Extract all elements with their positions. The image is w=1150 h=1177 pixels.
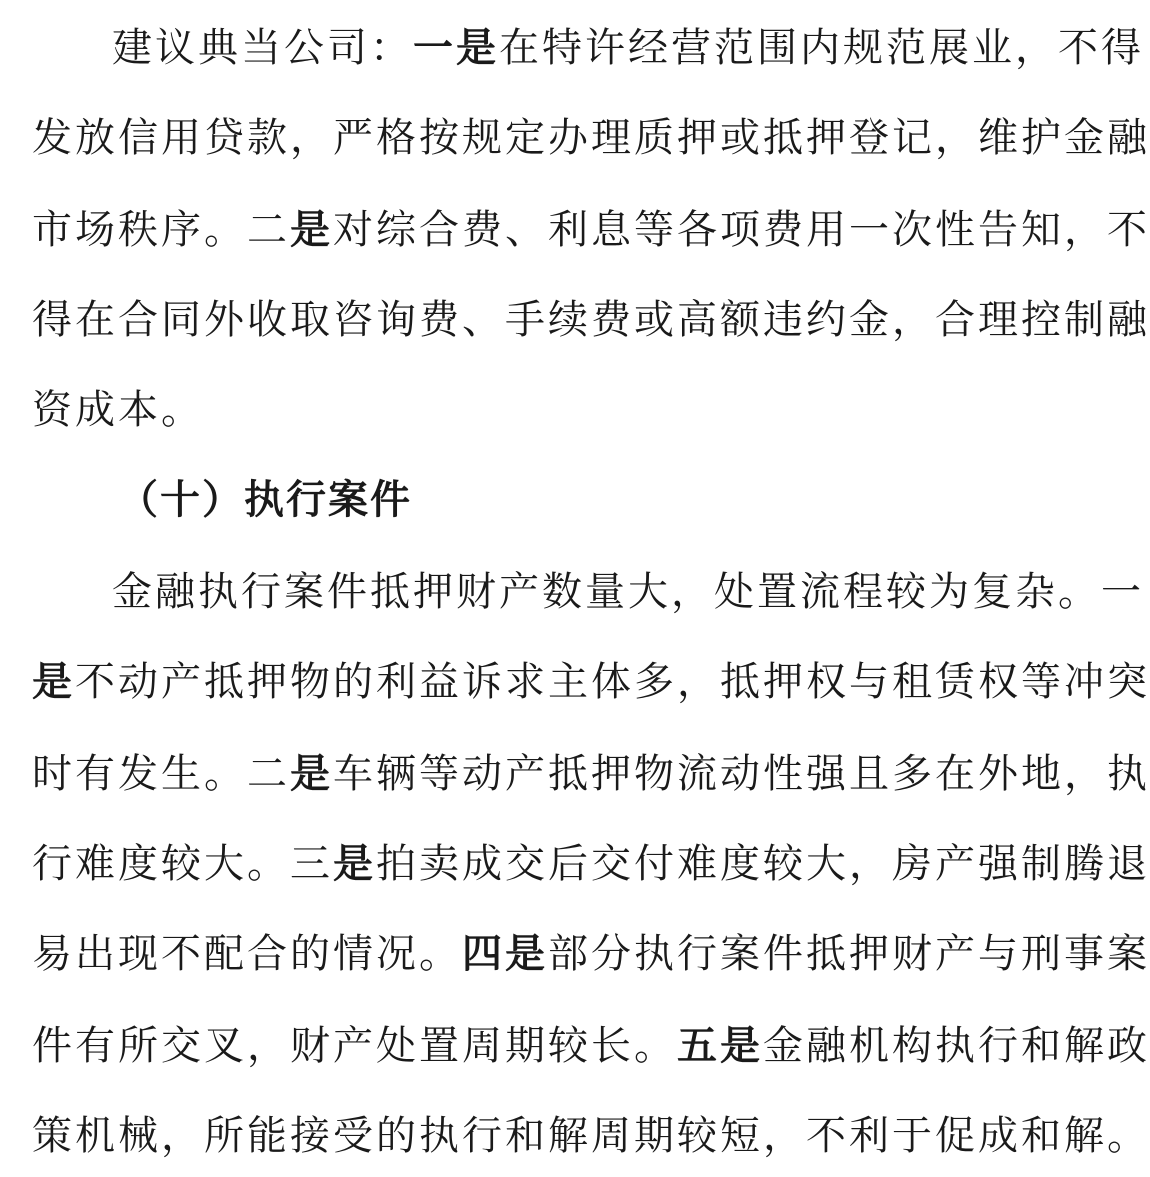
bold-marker: 四是: [462, 930, 548, 977]
bold-marker: 是: [290, 750, 333, 797]
paragraph1-line5: 资成本。: [32, 387, 204, 433]
paragraph2-line4: [32, 834, 1150, 894]
text-span: 在特许经营范围内规范展业，不得: [499, 25, 1144, 71]
text-span: 不动产抵押物的利益诉求主体多，抵押权与租赁权等冲突: [75, 659, 1150, 705]
bold-marker: 是: [290, 206, 333, 253]
text-span: 件有所交叉，财产处置周期较长。: [32, 1023, 677, 1069]
paragraph2-line5: [32, 924, 1150, 984]
text-span: 车辆等动产抵押物流动性强且多在外地，执: [333, 751, 1150, 797]
paragraph2-line3: [32, 744, 1150, 804]
text-span: 对综合费、利息等各项费用一次性告知，不: [333, 207, 1150, 253]
paragraph1-line1: [112, 18, 1144, 78]
paragraph2-line7: 策机械，所能接受的执行和解周期较短，不利于促成和解。: [32, 1113, 1150, 1159]
bold-marker: 一是: [413, 24, 499, 71]
bold-marker: 是: [333, 840, 376, 887]
text-span: 部分执行案件抵押财产与刑事案: [548, 931, 1150, 977]
bold-marker: 是: [32, 658, 75, 705]
paragraph2-line2: [32, 652, 1150, 712]
bold-marker: 五是: [677, 1022, 763, 1069]
text-span: 易出现不配合的情况。: [32, 931, 462, 977]
paragraph2-line1: 金融执行案件抵押财产数量大，处置流程较为复杂。一: [112, 569, 1144, 615]
section-heading: （十）执行案件: [118, 477, 412, 523]
text-span: 金融机构执行和解政: [763, 1023, 1150, 1069]
text-span: 市场秩序。二: [32, 207, 290, 253]
text-span: 行难度较大。三: [32, 841, 333, 887]
paragraph1-line4: 得在合同外收取咨询费、手续费或高额违约金，合理控制融: [32, 297, 1150, 343]
paragraph1-line2: 发放信用贷款，严格按规定办理质押或抵押登记，维护金融: [32, 115, 1150, 161]
paragraph2-line6: [32, 1016, 1150, 1076]
text-span: 拍卖成交后交付难度较大，房产强制腾退: [376, 841, 1150, 887]
text-span: 建议典当公司：: [112, 25, 413, 71]
paragraph1-line3: [32, 200, 1150, 260]
text-span: 时有发生。二: [32, 751, 290, 797]
